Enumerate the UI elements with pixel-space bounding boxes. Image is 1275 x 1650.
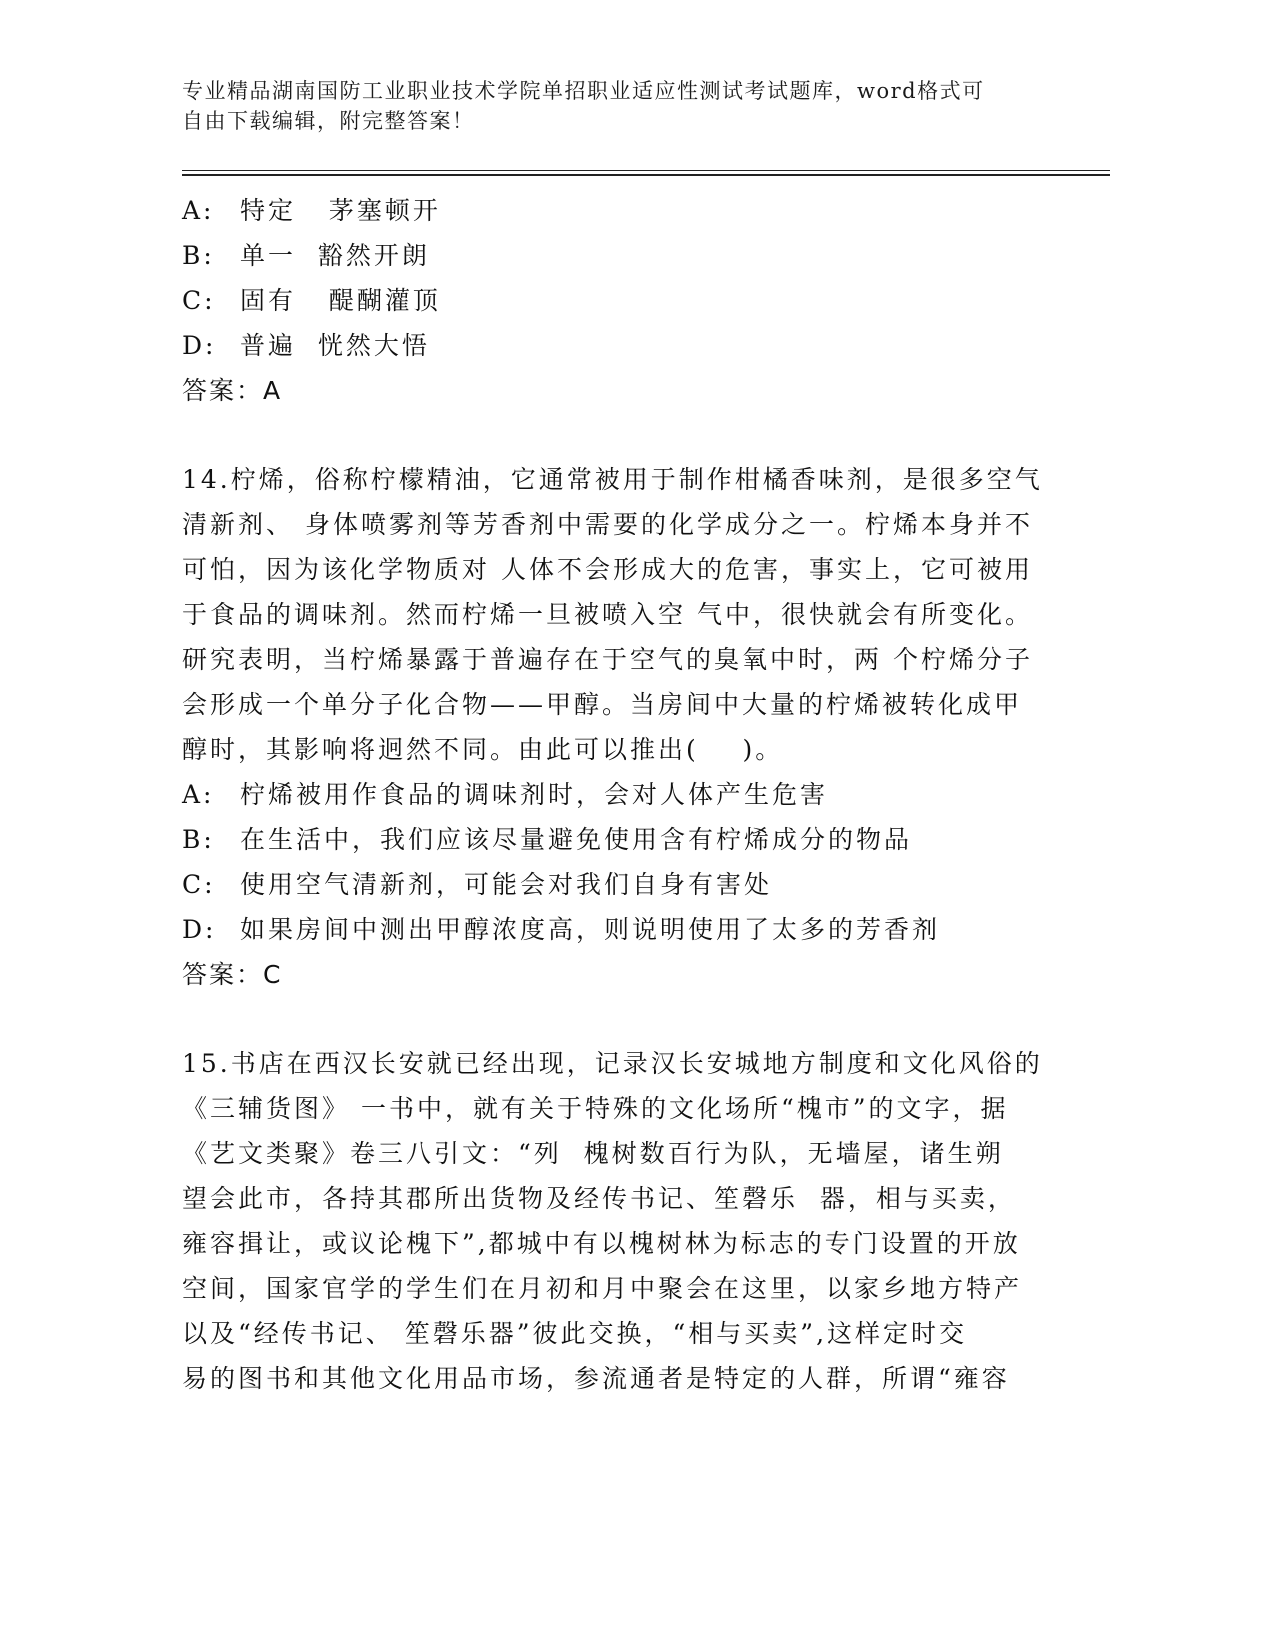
option-text: 单一 豁然开朗	[240, 241, 430, 270]
option-key: D:	[182, 915, 217, 944]
option-a	[182, 188, 1052, 233]
header-divider-top	[182, 170, 1110, 171]
option-a	[182, 772, 1052, 817]
page-header	[182, 76, 1042, 136]
question-text-line: 《艺文类聚》卷三八引文：“列 槐树数百行为队，无墙屋，诸生朔	[182, 1139, 1004, 1168]
option-key: C:	[182, 870, 216, 899]
option-text: 使用空气清新剂，可能会对我们自身有害处	[240, 870, 773, 899]
option-key: D:	[182, 331, 217, 360]
question-text-line: 会形成一个单分子化合物——甲醇。当房间中大量的柠烯被转化成甲	[182, 690, 1023, 719]
answer-line: 答案：C	[182, 960, 283, 989]
option-d	[182, 907, 1052, 952]
option-c	[182, 862, 1052, 907]
question-text-line: 14.柠烯，俗称柠檬精油，它通常被用于制作柑橘香味剂，是很多空气	[182, 465, 1043, 494]
question-text-line: 以及“经传书记、 笙磬乐器”彼此交换，“相与买卖”,这样定时交	[182, 1319, 968, 1348]
option-key: A:	[182, 196, 215, 225]
question-14	[182, 457, 1052, 997]
option-text: 普遍 恍然大悟	[240, 331, 430, 360]
option-key: C:	[182, 286, 216, 315]
option-text: 特定 茅塞顿开	[240, 196, 441, 225]
question-15	[182, 1041, 1052, 1401]
question-text-line: 空间，国家官学的学生们在月初和月中聚会在这里，以家乡地方特产	[182, 1274, 1023, 1303]
option-key: B:	[182, 241, 215, 270]
answer-line: 答案：A	[182, 376, 283, 405]
question-text-line: 15.书店在西汉长安就已经出现，记录汉长安城地方制度和文化风俗的	[182, 1049, 1043, 1078]
option-text: 固有 醍醐灌顶	[240, 286, 441, 315]
option-key: B:	[182, 825, 215, 854]
option-d	[182, 323, 1052, 368]
option-text: 如果房间中测出甲醇浓度高，则说明使用了太多的芳香剂	[240, 915, 941, 944]
option-b	[182, 233, 1052, 278]
option-text: 在生活中，我们应该尽量避免使用含有柠烯成分的物品	[240, 825, 913, 854]
option-key: A:	[182, 780, 215, 809]
question-text-line: 可怕，因为该化学物质对 人体不会形成大的危害，事实上，它可被用	[182, 555, 1033, 584]
option-c	[182, 278, 1052, 323]
spacer	[182, 413, 1052, 457]
option-text: 柠烯被用作食品的调味剂时，会对人体产生危害	[240, 780, 829, 809]
header-line-2: 自由下载编辑，附完整答案！	[182, 109, 475, 133]
question-text-line: 望会此市，各持其郡所出货物及经传书记、笙磬乐 器，相与买卖，	[182, 1184, 1016, 1213]
header-divider-bottom	[182, 174, 1110, 176]
question-text-line: 于食品的调味剂。然而柠烯一旦被喷入空 气中，很快就会有所变化。	[182, 600, 1033, 629]
header-line-1: 专业精品湖南国防工业职业技术学院单招职业适应性测试考试题库，word格式可	[182, 79, 985, 103]
question-text-line: 醇时，其影响将迥然不同。由此可以推出( )。	[182, 735, 784, 764]
question-text-line: 清新剂、 身体喷雾剂等芳香剂中需要的化学成分之一。柠烯本身并不	[182, 510, 1033, 539]
spacer	[182, 997, 1052, 1041]
question-text-line: 易的图书和其他文化用品市场，参流通者是特定的人群，所谓“雍容	[182, 1364, 1010, 1393]
question-text-line: 《三辅货图》 一书中，就有关于特殊的文化场所“槐市”的文字，据	[182, 1094, 1009, 1123]
question-13	[182, 188, 1052, 413]
option-b	[182, 817, 1052, 862]
document-body	[182, 188, 1052, 1401]
question-text-line: 研究表明，当柠烯暴露于普遍存在于空气的臭氧中时，两 个柠烯分子	[182, 645, 1033, 674]
question-text-line: 雍容揖让，或议论槐下”,都城中有以槐树林为标志的专门设置的开放	[182, 1229, 1021, 1258]
